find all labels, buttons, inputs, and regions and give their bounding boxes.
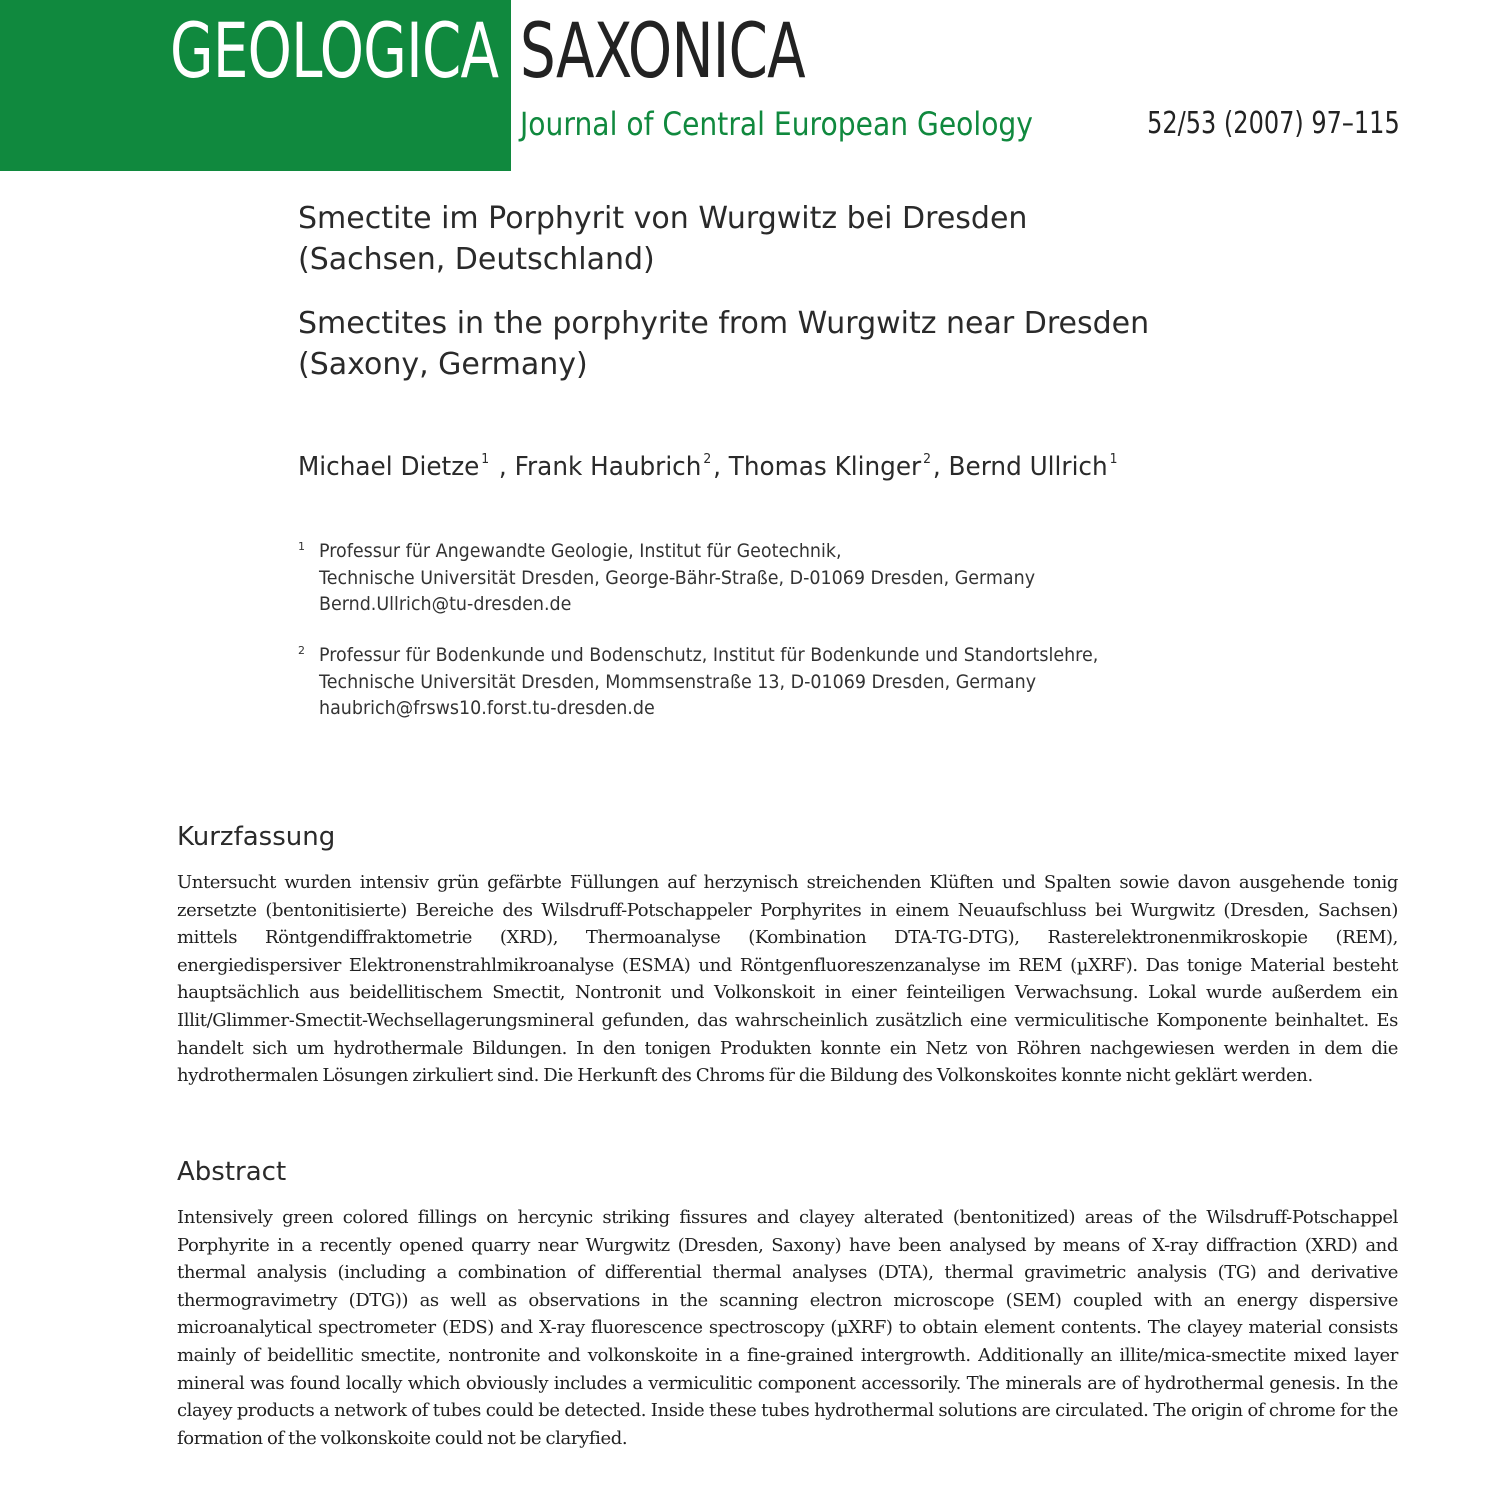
journal-name-saxonica: SAXONICA — [520, 6, 805, 95]
author-name: Bernd Ullrich — [948, 452, 1108, 482]
author-separator: , — [491, 452, 515, 482]
affiliation-email[interactable]: Bernd.Ullrich@tu-dresden.de — [319, 593, 572, 615]
author-affil-marker: 1 — [1109, 452, 1118, 467]
author-separator: , — [713, 452, 729, 482]
affiliation-number: 1 — [298, 540, 305, 553]
title-english-line2: (Saxony, Germany) — [298, 347, 588, 382]
affiliation-line: Technische Universität Dresden, Mommsenstraße 13, D-01069 Dresden, Germany — [319, 670, 1037, 693]
kurzfassung-text: Untersucht wurden intensiv grün gefärbte Füllungen auf herzynisch streichenden Klüften und Spalten sowie davon ausgehende tonig zersetzte (bentonitisierte) Bereiche des Wilsdruff-Potschappeler Porphyrites in einem Neuaufschluss bei Wurgwitz (Dresden, Sachsen) mittels Röntgendiffraktometrie (XRD), Thermoanalyse (Kombination DTA-TG-DTG), Rasterelektronenmikroskopie (REM), energiedispersiver Elektronenstrahlmikroanalyse (ESMA) und Röntgenfluoreszenzanalyse im REM (µXRF). Das tonige Material besteht hauptsächlich aus beidellitischem Smectit, Nontronit und Volkonskoit in einer feinteiligen Verwachsung. Lokal wurde außerdem ein Illit/Glimmer-Smectit-Wechsellagerungsmineral gefunden, das wahrscheinlich zusätzlich eine vermiculitische Komponente beinhaltet. Es handelt sich um hydrothermale Bildungen. In den tonigen Produkten konnte ein Netz von Röhren nachgewiesen werden in dem die hydrothermalen Lösungen zirkuliert sind. Die Herkunft des Chroms für die Bildung des Volkonskoites konnte nicht geklärt werden. — [177, 872, 1398, 1087]
author-affil-marker: 2 — [703, 452, 712, 467]
kurzfassung-heading: Kurzfassung — [177, 822, 336, 852]
author-affil-marker: 1 — [481, 452, 490, 467]
volume-pages: 52/53 (2007) 97–115 — [1147, 106, 1400, 141]
author-affil-marker: 2 — [923, 452, 931, 467]
title-german-line2: (Sachsen, Deutschland) — [298, 242, 655, 277]
title-german — [298, 198, 1198, 280]
title-english-line1: Smectites in the porphyrite from Wurgwitz near Dresden — [298, 306, 1150, 341]
journal-subtitle: Journal of Central European Geology — [520, 105, 1033, 143]
journal-name-geologica: GEOLOGICA — [170, 6, 499, 95]
author-name: Michael Dietze — [298, 452, 480, 482]
affiliation-email[interactable]: haubrich@frsws10.forst.tu-dresden.de — [319, 697, 655, 719]
author-name: Thomas Klinger — [728, 452, 922, 482]
affiliation-line: Professur für Bodenkunde und Bodenschutz, Institut für Bodenkunde und Standortslehre, — [319, 644, 1099, 666]
title-english — [298, 303, 1198, 385]
author-separator: , — [932, 452, 949, 482]
title-german-line1: Smectite im Porphyrit von Wurgwitz bei Dresden — [298, 201, 1028, 236]
affiliation-line: Professur für Angewandte Geologie, Institut für Geotechnik, — [319, 540, 842, 562]
author-name: Frank Haubrich — [514, 452, 702, 482]
affiliation-number: 2 — [298, 644, 305, 657]
abstract-heading: Abstract — [177, 1157, 287, 1187]
affiliation-line: Technische Universität Dresden, George-Bähr-Straße, D-01069 Dresden, Germany — [319, 566, 1036, 589]
abstract-text: Intensively green colored fillings on hercynic striking fissures and clayey alterated (bentonitized) areas of the Wilsdruff-Potschappel Porphyrite in a recently opened quarry near Wurgwitz (Dresden, Saxony) have been analysed by means of X-ray diffraction (XRD) and thermal analysis (including a combination of differential thermal analyses (DTA), thermal gravimetric analysis (TG) and derivative thermogravimetry (DTG)) as well as observations in the scanning electron microscope (SEM) coupled with an energy dispersive microanalytical spectrometer (EDS) and X-ray fluorescence spectroscopy (µXRF) to obtain element contents. The clayey material consists mainly of beidellitic smectite, nontronite and volkonskoite in a fine-grained intergrowth. Additionally an illite/mica-smectite mixed layer mineral was found locally which obviously includes a vermiculitic component accessorily. The minerals are of hydrothermal genesis. In the clayey products a network of tubes could be detected. Inside these tubes hydrothermal solutions are circulated. The origin of chrome for the formation of the volkonskoite could not be claryfied. — [177, 1207, 1398, 1449]
author-list — [298, 440, 1119, 487]
